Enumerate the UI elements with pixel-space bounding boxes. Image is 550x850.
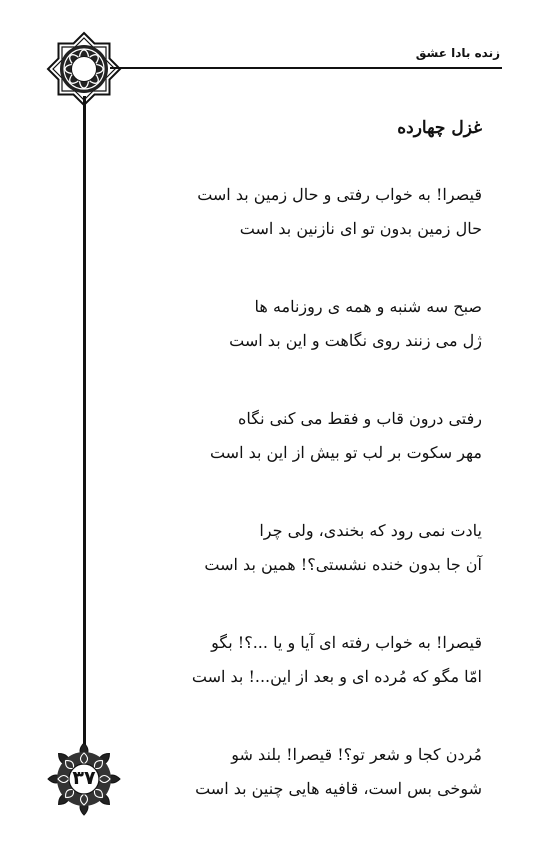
verse-line: شوخی بس است، قافیه هایی چنین بد است (195, 779, 482, 798)
verse-line: مهر سکوت بر لب تو بیش از این بد است (209, 443, 482, 462)
stanza (152, 178, 482, 246)
stanza (152, 402, 482, 470)
verse-line: مُردن کجا و شعر تو؟! قیصرا! بلند شو (231, 745, 482, 764)
header-rule (110, 67, 502, 69)
verse-line: رفتی درون قاب و فقط می کنی نگاه (238, 409, 482, 428)
verse-line: امّا مگو که مُرده ای و بعد از این...! بد است (191, 667, 482, 686)
stanza (152, 738, 482, 806)
margin-rule (83, 96, 86, 746)
verse-line: حال زمین بدون تو ای نازنین بد است (239, 219, 482, 238)
stanza (152, 290, 482, 358)
verse-line: یادت نمی رود که بخندی، ولی چرا (259, 521, 482, 540)
stanza (152, 514, 482, 582)
running-title: زنده بادا عشق (415, 46, 500, 60)
poem-body (152, 178, 482, 850)
stanza (152, 626, 482, 694)
page-number: ۳۷ (72, 767, 96, 789)
verse-line: صبح سه شنبه و همه ی روزنامه ها (254, 297, 482, 316)
poem-title: غزل چهارده (397, 118, 482, 138)
verse-line: ژل می زنند روی نگاهت و این بد است (229, 331, 482, 350)
verse-line: قیصرا! به خواب رفته ای آیا و یا ...؟! بگو (211, 633, 482, 652)
verse-line: آن جا بدون خنده نشستی؟! همین بد است (204, 555, 482, 574)
verse-line: قیصرا! به خواب رفتی و حال زمین بد است (197, 185, 482, 204)
